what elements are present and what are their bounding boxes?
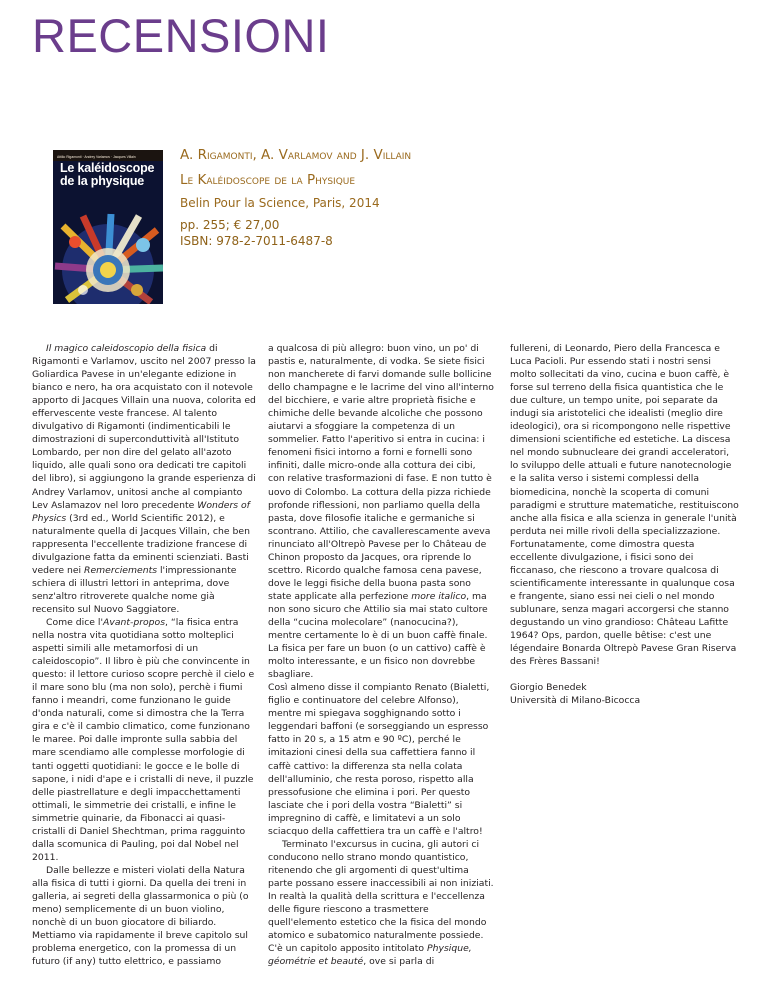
body-text: , “la fisica entra nella nostra vita quotidiana sotto molteplici aspetti simili alle metamorfosi di un caleidoscopio”. Il libro è più che convincente in questo: il lettore curioso scopre perchè il cielo e il mare sono blu (ma non solo), perchè i fiumi fanno i meandri, come funzionano le guide d'onda naturali, come si dimostra che la Terra gira e c'è il cambio climatico, come funzionano le maree. Poi dalle impronte sulla sabbia del mare scendiamo alle complesse morfologie di tanti oggetti quotidiani: le gocce e le bolle di sapone, i nidi d'ape e i cristalli di neve, il puzzle delle piastrellature e degli impacchettamenti ottimali, le simmetrie dei cristalli, e infine le simmetrie quinarie, da Fibonacci ai quasi-cristalli di Daniel Shechtman, prima ragguinto dalla scomunica di Pauling, poi dal Nobel nel 2011. bbox=[32, 616, 255, 863]
paragraph: Così almeno disse il compianto Renato (Bialetti, figlio e continuatore del celebre Alfonso), mentre mi spiegava sogghignando sotto i leggendari baffoni (e sorseggiando un espresso fatto in 20 s, a 15 atm e 90 ºC), perché le imitazioni cinesi della sua caffettiera fanno il caffè cattivo: la differenza sta nella colata dell'alluminio, che resta poroso, rispetto alla pressofusione che elimina i pori. Per questo lasciate che i pori della vostra “Bialetti” si impregnino di caffè, e limitatevi a un solo sciacquo della caffettiera tra un caffè e l'altro! bbox=[268, 682, 490, 837]
cover-authors: Attilio Rigamonti · Andrey Varlamov · Jacques Villain bbox=[57, 155, 136, 159]
body-text: Come dice l' bbox=[46, 616, 104, 628]
book-cover-image bbox=[53, 150, 163, 304]
paragraph bbox=[268, 838, 494, 968]
paragraph: Dalle bellezze e misteri violati della Natura alla fisica di tutti i giorni. Da quella dei treni in galleria, ai segreti della glassarmonica o più (o meno) semplicemente di un buon violino, nonchè di un buon giocatore di biliardo. Mettiamo via rapidamente il breve capitolo sul problema energetico, con la promessa di un futuro (if any) tutto elettrico, e passiamo bbox=[32, 864, 249, 968]
section-heading: RECENSIONI bbox=[32, 9, 330, 62]
body-text: , ove si parla di bbox=[363, 956, 435, 968]
reviewer-name: Giorgio Benedek bbox=[510, 682, 587, 694]
body-text: , ma non sono sicuro che Attilio sia mai stato cultore della “cucina molecolare” (nanocucina?), mentre certamente lo è di un buon caffè finale. La fisica per fare un buon (o un cattivo) caffè è molto interessante, e un fisico non dovrebbe sbagliare. bbox=[268, 590, 488, 681]
text-column-1 bbox=[32, 342, 258, 968]
body-text: l'impressionante schiera di illustri lettori in anteprima, dove senz'altro ritroverete qualche nome già recensito sul Nuovo Saggiatore. bbox=[32, 564, 237, 615]
paragraph bbox=[32, 616, 258, 864]
text-column-2 bbox=[268, 342, 494, 968]
reviewer-affiliation: Università di Milano-Bicocca bbox=[510, 695, 641, 707]
review-pages-price: pp. 255; € 27,00 bbox=[180, 218, 280, 232]
body-text: Terminato l'excursus in cucina, gli autori ci conducono nello strano mondo quantistico, ritenendo che gli argomenti di quest'ultima parte possano essere inaccessibili ai non iniziati. In realtà la qualità della scrittura e l'eccellenza delle figure riescono a trasmettere quell'elemento estetico che la fisica del mondo atomico e subatomico naturalmente possiede. C'è un capitolo apposito intitolato bbox=[268, 838, 494, 955]
body-text: (3rd ed., World Scientific 2012), e naturalmente quella di Jacques Villain, che ben rappresenta l'eccellente tradizione francese di divulgazione fatta da eminenti scienziati. Basti vedere nei bbox=[32, 512, 250, 576]
cover-title-line: Le kaléidoscope bbox=[60, 161, 155, 175]
cover-title-line: de la physique bbox=[60, 174, 145, 188]
review-authors: A. Rigamonti, A. Varlamov and J. Villain bbox=[180, 147, 412, 163]
body-text: a qualcosa di più allegro: buon vino, un po' di pastis e, naturalmente, di vodka. Se siete fisici non mancherete di farvi domande sulle bollicine dello champagne e le lacrime del vino all'interno del bicchiere, e varie altre proprietà fisiche e chimiche delle bevande alcoliche che possono aiutarvi a sfoggiare la competenza di un sommelier. Fatto l'aperitivo si entra in cucina: i fenomeni fisici intorno a forni e fornelli sono infiniti, dalle micro-onde alla cottura dei cibi, con relative trasformazioni di fase. E non tutto è uovo di Colombo. La cottura della pizza richiede profonde riflessioni, non parliamo quella della pasta, dove filosofie italiche e germaniche si scontrano. Attilio, che cavallerescamente aveva rinunciato all'Oltrepò Pavese per lo Château de Chinon proposto da Jacques, ora riprende lo scettro. Ricordo qualche famosa cena pavese, dove le leggi fisiche della buona pasta sono state applicate alla perfezione bbox=[268, 343, 494, 602]
paragraph: fullereni, di Leonardo, Piero della Francesca e Luca Pacioli. Pur essendo stati i nostri sensi molto sollecitati da vino, cucina e buon caffè, è forse sul terreno della fisica quantistica che le due culture, un tempo unite, poi separate da indugi sia aristotelici che idealisti (meglio dire ideologici), ora si ricompongono nelle rispettive dimensioni scientifiche ed estetiche. La discesa nel mondo subnucleare dei grandi acceleratori, lo sviluppo delle attuali e future nanotecnologie e la salita verso i sistemi complessi della biomedicina, nonchè la scoperta di comuni paradigmi e strutture matematiche, restituiscono anche alla fisica e alla scienza in generale l'unità perduta nei mille rivoli della specializzazione. Fortunatamente, come dimostra questa eccellente divulgazione, i fisici sono dei ficcanaso, che riescono a trovare qualcosa di scientificamente interessante in qualunque cosa e frangente, siano essi nei cieli o nel mondo sublunare, senza magari accorgersi che stanno degustando un vino grandioso: Château Lafitte 1964? Ops, pardon, quelle bêtise: c'est une légendaire Bonarda Oltrepò Pavese Gran Riserva des Frères Bassani! bbox=[510, 343, 739, 668]
cover-title bbox=[60, 162, 160, 188]
italic-text: Il magico caleidoscopio della fisica bbox=[46, 343, 207, 354]
paragraph bbox=[268, 342, 494, 681]
italic-text: Remerciements bbox=[84, 564, 158, 576]
review-book-title: Le Kaléidoscope de la Physique bbox=[180, 172, 356, 188]
review-isbn: ISBN: 978-2-7011-6487-8 bbox=[180, 234, 333, 248]
body-text: di Rigamonti e Varlamov, uscito nel 2007 presso la Goliardica Pavese in un'elegante edizione in bianco e nero, ha ora acquistato con il notevole apporto di Jacques Villain una nuova, colorita ed effervescente veste francese. Al talento divulgativo di Rigamonti (indimenticabili le dimostrazioni di superconduttività all'Istituto Lombardo, per non dire del gelato all'azoto liquido, alle quali sono ora dedicati tre capitoli del libro), si aggiungono la grande esperienza di Andrey Varlamov, unitosi anche al compianto Lev Aslamazov nel loro precedente bbox=[32, 343, 256, 511]
italic-text: more italico bbox=[411, 590, 467, 602]
text-column-3 bbox=[510, 342, 740, 707]
review-publisher: Belin Pour la Science, Paris, 2014 bbox=[180, 196, 380, 210]
italic-text: Wonders of Physics bbox=[32, 499, 250, 524]
italic-text: Avant-propos bbox=[103, 616, 166, 628]
italic-text: Physique, géométrie et beauté bbox=[268, 943, 472, 968]
paragraph bbox=[32, 342, 258, 616]
